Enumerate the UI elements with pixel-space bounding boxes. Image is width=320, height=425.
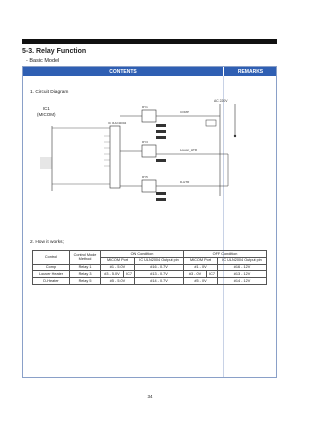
cell-off-micom: #1 - 0V [184, 264, 218, 271]
table-header-row [33, 251, 267, 258]
col-off-micom: MICOM Port [184, 257, 218, 264]
remarks-header: REMARKS [237, 69, 264, 75]
col-on-condition: ON Condition [101, 251, 184, 258]
cell-relay: Relay 1 [70, 264, 101, 271]
dheater-label: D-HTR [180, 180, 190, 184]
driver-ic [110, 126, 120, 188]
comp-label: COMP [180, 110, 189, 114]
cell-off-ic: #16 - 12V [218, 264, 267, 271]
cell-on-ic: #16 - 0.7V [135, 264, 184, 271]
col-on-ic: IC ULN2004 Output pin [135, 257, 184, 264]
cell-off-ic: #13 - 12V [218, 271, 267, 278]
cell-ic-tag-on: IC7 [124, 271, 135, 278]
connector-5a [156, 192, 166, 195]
contents-header: CONTENTS [109, 69, 137, 75]
panel-header [23, 67, 276, 76]
relay-3 [142, 145, 156, 157]
cell-ic-tag-off: IC7 [207, 271, 218, 278]
micom-label-line1: IC1 [42, 106, 50, 111]
table-row [33, 278, 267, 285]
col-control: Control [33, 251, 70, 265]
cell-on-micom: #1 - 5.0V [101, 264, 135, 271]
relay-3-label: RY3 [142, 140, 148, 144]
table-row [33, 271, 267, 278]
connector-1a [156, 124, 166, 127]
relay-1 [142, 110, 156, 122]
page-number: 34 [147, 394, 153, 399]
cell-relay: Relay 3 [70, 271, 101, 278]
table-row [33, 264, 267, 271]
connector-1b [156, 130, 166, 133]
step-how-it-works: 2. How it works; [30, 240, 64, 245]
header-bar [22, 39, 277, 44]
cell-off-ic: #14 - 12V [218, 278, 267, 285]
relay-5-label: RY5 [142, 175, 148, 179]
section-title: 5-3. Relay Function [22, 48, 87, 55]
subtitle: - Basic Model [26, 58, 60, 64]
col-on-micom: MICOM Port [101, 257, 135, 264]
micom-label-line2: (MICOM) [37, 112, 56, 117]
cell-on-micom: #5 - 5.0V [101, 278, 135, 285]
connector-3a [156, 159, 166, 162]
step-circuit-diagram: 1. Circuit Diagram [30, 90, 69, 95]
cell-control: Louver Heater [33, 271, 70, 278]
cell-control: Comp [33, 264, 70, 271]
relay-condition-table [32, 250, 267, 285]
relay-5 [142, 180, 156, 192]
cell-control: D-Heater [33, 278, 70, 285]
ac-label: AC 220V [214, 99, 228, 103]
col-mode: Control Mode Method [70, 251, 101, 265]
driver-ic-label: IC 4ULN2004 [108, 121, 127, 125]
cell-on-ic: #14 - 0.7V [135, 278, 184, 285]
col-off-condition: OFF Condition [184, 251, 267, 258]
cell-on-ic: #13 - 0.7V [135, 271, 184, 278]
connector-5b [156, 198, 166, 201]
cell-relay: Relay 5 [70, 278, 101, 285]
circuit-diagram [30, 96, 270, 204]
pin-stubs [40, 158, 52, 168]
col-off-ic: IC ULN2004 Output pin [218, 257, 267, 264]
louver-label: Louver_HTR [180, 148, 198, 152]
driver-ic-pins [104, 136, 110, 166]
cell-on-micom: #3 - 5.0V [101, 271, 124, 278]
cell-off-micom: #3 - 0V [184, 271, 207, 278]
comp-load [206, 120, 216, 126]
cell-off-micom: #5 - 0V [184, 278, 218, 285]
connector-1c [156, 136, 166, 139]
relay-1-label: RY1 [142, 105, 148, 109]
ground-node [234, 135, 236, 137]
